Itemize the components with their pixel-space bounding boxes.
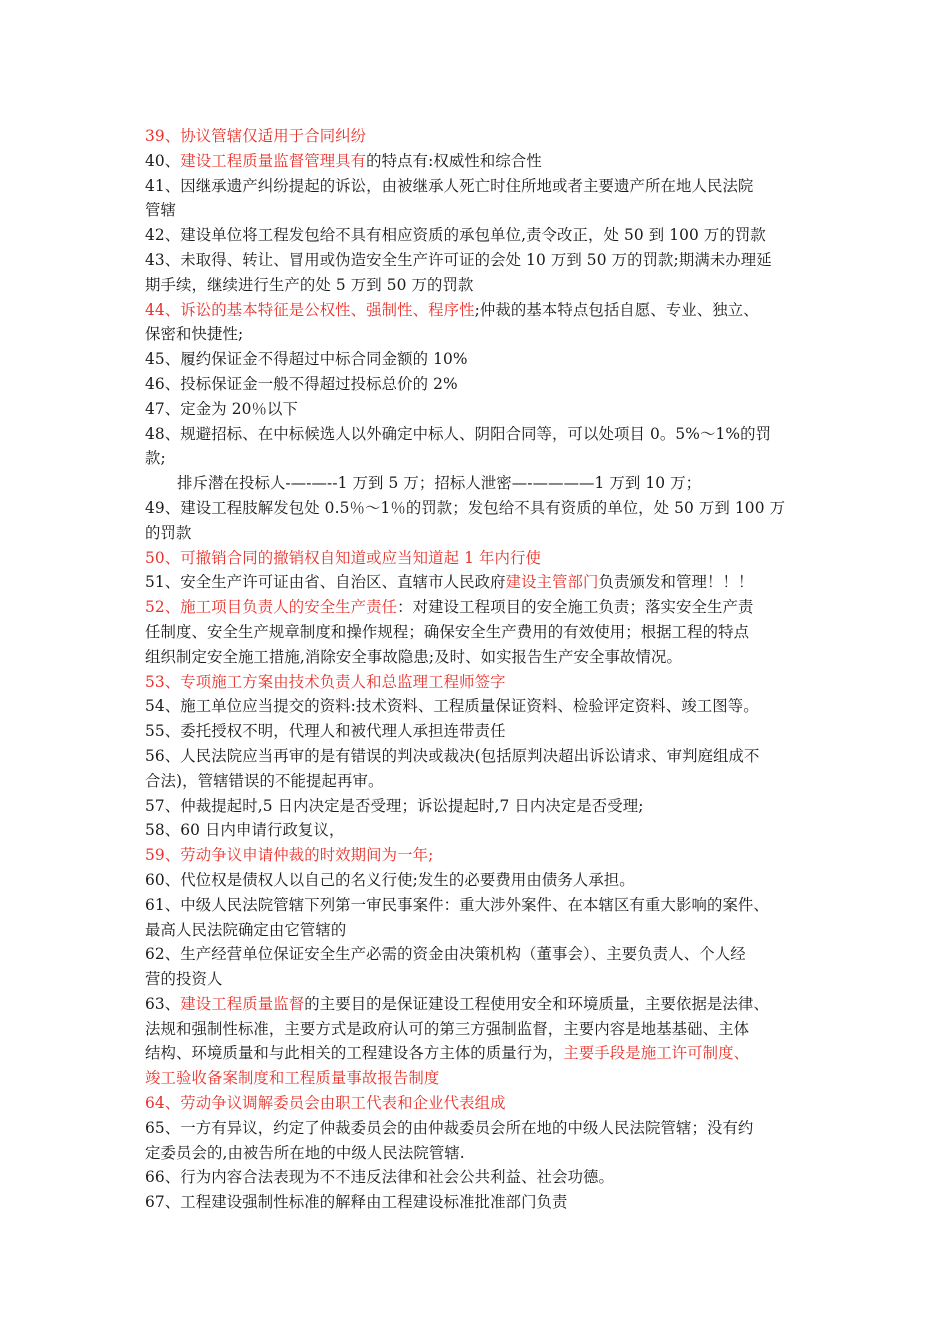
text-line bbox=[145, 719, 813, 744]
body-text: 期手续，继续进行生产的处 5 万到 50 万的罚款 bbox=[145, 275, 474, 294]
body-text: 60、代位权是债权人以自己的名义行使;发生的必要费用由债务人承担。 bbox=[145, 870, 635, 889]
text-line bbox=[145, 422, 813, 447]
body-text: 款; bbox=[145, 449, 166, 468]
body-text: 62、生产经营单位保证安全生产必需的资金由决策机构（董事会）、主要负责人、个人经 bbox=[145, 945, 746, 964]
highlighted-text: 44、诉讼的基本特征是公权性、强制性、程序性 bbox=[145, 300, 475, 319]
highlighted-text: 建设主管部门 bbox=[505, 573, 599, 592]
body-text: 的特点有:权威性和综合性 bbox=[366, 151, 542, 170]
body-text: 61、中级人民法院管辖下列第一审民事案件：重大涉外案件、在本辖区有重大影响的案件、 bbox=[145, 895, 769, 914]
text-line bbox=[145, 223, 813, 248]
text-line bbox=[145, 397, 813, 422]
body-text: 合法)，管辖错误的不能提起再审。 bbox=[145, 771, 384, 790]
highlighted-text: 50、可撤销合同的撤销权自知道或应当知道起 1 年内行使 bbox=[145, 548, 541, 567]
text-line bbox=[145, 868, 813, 893]
body-text: 保密和快捷性; bbox=[145, 325, 244, 344]
body-text: 55、委托授权不明，代理人和被代理人承担连带责任 bbox=[145, 722, 506, 741]
text-line bbox=[145, 1041, 813, 1066]
text-line bbox=[145, 992, 813, 1017]
body-text: 结构、环境质量和与此相关的工程建设各方主体的质量行为， bbox=[145, 1044, 564, 1063]
body-text: 65、一方有异议，约定了仲裁委员会的由仲裁委员会所在地的中级人民法院管辖；没有约 bbox=[145, 1118, 754, 1137]
body-text: 46、投标保证金一般不得超过投标总价的 2% bbox=[145, 374, 458, 393]
text-line bbox=[145, 595, 813, 620]
text-line bbox=[145, 645, 813, 670]
text-line bbox=[145, 818, 813, 843]
document-page bbox=[145, 124, 813, 1215]
text-line bbox=[145, 446, 813, 471]
text-line bbox=[145, 918, 813, 943]
text-line bbox=[145, 570, 813, 595]
text-line bbox=[145, 843, 813, 868]
body-text: 67、工程建设强制性标准的解释由工程建设标准批准部门负责 bbox=[145, 1193, 568, 1212]
body-text: 排斥潜在投标人-—-—--1 万到 5 万；招标人泄密—-————1 万到 10 万； bbox=[177, 474, 702, 493]
text-line bbox=[145, 769, 813, 794]
text-line bbox=[145, 1091, 813, 1116]
body-text: 48、规避招标、在中标候选人以外确定中标人、阴阳合同等，可以处项目 0。5%～1%的罚 bbox=[145, 424, 772, 443]
body-text: 最高人民法院确定由它管辖的 bbox=[145, 920, 347, 939]
text-line bbox=[145, 694, 813, 719]
text-line bbox=[145, 1017, 813, 1042]
body-text: 58、60 日内申请行政复议， bbox=[145, 821, 345, 840]
text-line bbox=[145, 967, 813, 992]
text-line bbox=[145, 670, 813, 695]
highlighted-text: 59、劳动争议申请仲裁的时效期间为一年; bbox=[145, 846, 434, 865]
body-text: 42、建设单位将工程发包给不具有相应资质的承包单位,责令改正，处 50 到 100 万的罚款 bbox=[145, 226, 766, 245]
text-line bbox=[145, 1066, 813, 1091]
highlighted-text: 主要手段是施工许可制度、 bbox=[563, 1044, 750, 1063]
body-text: 45、履约保证金不得超过中标合同金额的 10% bbox=[145, 350, 468, 369]
text-line bbox=[145, 942, 813, 967]
text-line bbox=[145, 149, 813, 174]
text-line bbox=[145, 794, 813, 819]
highlighted-text: 52、施工项目负责人的安全生产责任 bbox=[145, 598, 398, 617]
text-line bbox=[145, 496, 813, 521]
body-text: 49、建设工程肢解发包处 0.5％～1％的罚款；发包给不具有资质的单位，处 50 万到 100 万 bbox=[145, 498, 786, 517]
body-text: 管辖 bbox=[145, 201, 176, 220]
text-line bbox=[145, 174, 813, 199]
body-text: 51、安全生产许可证由省、自治区、直辖市人民政府 bbox=[145, 573, 506, 592]
text-line bbox=[145, 546, 813, 571]
body-text: 41、因继承遗产纠纷提起的诉讼，由被继承人死亡时住所地或者主要遗产所在地人民法院 bbox=[145, 176, 754, 195]
body-text: 57、仲裁提起时,5 日内决定是否受理；诉讼提起时,7 日内决定是否受理; bbox=[145, 796, 644, 815]
highlighted-text: 53、专项施工方案由技术负责人和总监理工程师签字 bbox=[145, 672, 506, 691]
body-text: 的罚款 bbox=[145, 523, 192, 542]
text-line bbox=[145, 1116, 813, 1141]
text-line bbox=[145, 248, 813, 273]
body-text: 63、 bbox=[145, 994, 181, 1013]
text-line bbox=[145, 521, 813, 546]
body-text: 66、行为内容合法表现为不不违反法律和社会公共利益、社会功德。 bbox=[145, 1168, 615, 1187]
text-line bbox=[145, 1190, 813, 1215]
body-text: 组织制定安全施工措施,消除安全事故隐患;及时、如实报告生产安全事故情况。 bbox=[145, 647, 682, 666]
text-line bbox=[145, 744, 813, 769]
text-line bbox=[145, 298, 813, 323]
body-text: 法规和强制性标准，主要方式是政府认可的第三方强制监督，主要内容是地基基础、主体 bbox=[145, 1019, 750, 1038]
highlighted-text: 建设工程质量监督 bbox=[180, 994, 305, 1013]
text-line bbox=[145, 620, 813, 645]
highlighted-text: 建设工程质量监督管理具有 bbox=[180, 151, 367, 170]
body-text: ：对建设工程项目的安全施工负责；落实安全生产责 bbox=[397, 598, 754, 617]
body-text: 负责颁发和管理！！！ bbox=[598, 573, 754, 592]
text-line bbox=[145, 1165, 813, 1190]
text-line bbox=[145, 893, 813, 918]
text-line bbox=[145, 124, 813, 149]
text-line bbox=[145, 1141, 813, 1166]
body-text: 56、人民法院应当再审的是有错误的判决或裁决(包括原判决超出诉讼请求、审判庭组成不 bbox=[145, 746, 760, 765]
text-line bbox=[145, 322, 813, 347]
highlighted-text: 64、劳动争议调解委员会由职工代表和企业代表组成 bbox=[145, 1094, 506, 1113]
highlighted-text: 竣工验收备案制度和工程质量事故报告制度 bbox=[145, 1069, 440, 1088]
text-line bbox=[145, 471, 813, 496]
body-text: 营的投资人 bbox=[145, 970, 223, 989]
body-text: 定委员会的,由被告所在地的中级人民法院管辖. bbox=[145, 1143, 465, 1162]
body-text: ;仲裁的基本特点包括自愿、专业、独立、 bbox=[474, 300, 759, 319]
body-text: 47、定金为 20％以下 bbox=[145, 399, 298, 418]
highlighted-text: 39、协议管辖仅适用于合同纠纷 bbox=[145, 127, 367, 145]
text-line bbox=[145, 273, 813, 298]
text-line bbox=[145, 347, 813, 372]
body-text: 43、未取得、转让、冒用或伪造安全生产许可证的会处 10 万到 50 万的罚款;期满未办理延 bbox=[145, 250, 772, 269]
text-line bbox=[145, 372, 813, 397]
body-text: 40、 bbox=[145, 151, 181, 170]
body-text: 的主要目的是保证建设工程使用安全和环境质量，主要依据是法律、 bbox=[304, 994, 769, 1013]
body-text: 任制度、安全生产规章制度和操作规程；确保安全生产费用的有效使用；根据工程的特点 bbox=[145, 622, 750, 641]
body-text: 54、施工单位应当提交的资料:技术资料、工程质量保证资料、检验评定资料、竣工图等。 bbox=[145, 697, 759, 716]
text-line bbox=[145, 198, 813, 223]
